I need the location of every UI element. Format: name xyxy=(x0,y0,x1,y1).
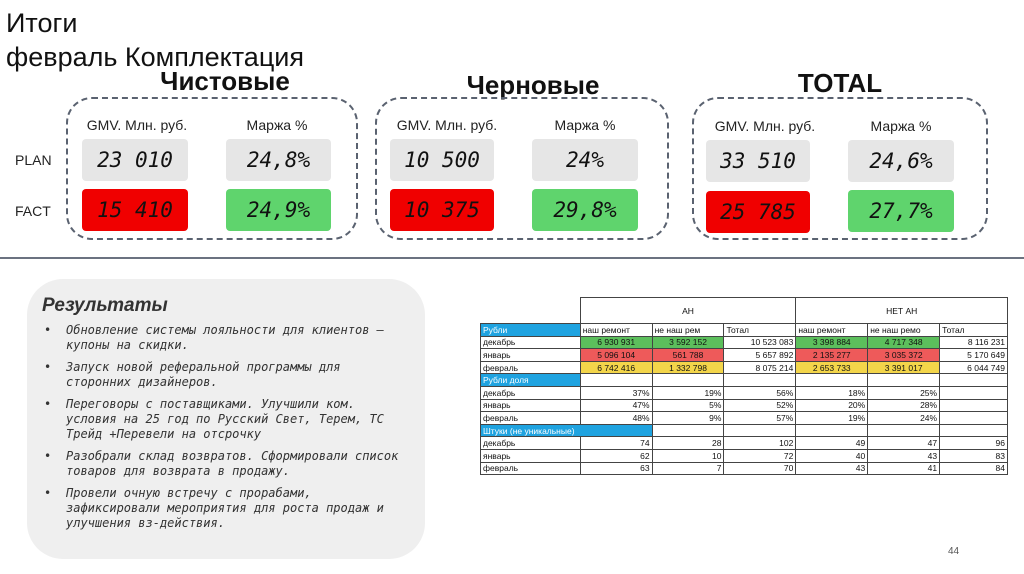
table-cell: 28 xyxy=(652,437,724,450)
row-label: декабрь xyxy=(481,386,581,399)
table-cell: 72 xyxy=(724,449,796,462)
table-cell: 19% xyxy=(652,386,724,399)
table-row xyxy=(481,399,1008,412)
table-cell: 48% xyxy=(580,412,652,425)
table-cell: 2 653 733 xyxy=(796,361,868,374)
table-cell: 47% xyxy=(580,399,652,412)
table-row xyxy=(481,449,1008,462)
table-cell: 8 075 214 xyxy=(724,361,796,374)
table-cell: 63 xyxy=(580,462,652,475)
slide-title-line2: февраль Комплектация xyxy=(6,42,304,72)
group-header-ah: АН xyxy=(580,298,796,324)
table-cell: 43 xyxy=(796,462,868,475)
column-header: не наш ремо xyxy=(868,324,940,337)
table-cell: 96 xyxy=(940,437,1008,450)
section-label-units: Штуки (не уникальные) xyxy=(481,424,653,437)
plan-row-label: PLAN xyxy=(15,152,52,168)
card-title-clean: Чистовые xyxy=(160,66,290,96)
table-cell: 47 xyxy=(868,437,940,450)
table-cell: 5 096 104 xyxy=(580,349,652,362)
table-cell: 52% xyxy=(724,399,796,412)
table-cell: 24% xyxy=(868,412,940,425)
table-cell: 3 592 152 xyxy=(652,336,724,349)
table-cell: 8 116 231 xyxy=(940,336,1008,349)
table-cell: 9% xyxy=(652,412,724,425)
results-item: • Обновление системы лояльности для клиентов – купоны на скидки. xyxy=(42,323,405,353)
row-label: январь xyxy=(481,399,581,412)
section-label-share: Рубли доля xyxy=(481,374,581,387)
card-title-rough: Черновые xyxy=(466,70,600,100)
table-cell: 49 xyxy=(796,437,868,450)
table-cell: 56% xyxy=(724,386,796,399)
table-cell: 7 xyxy=(652,462,724,475)
table-cell: 3 035 372 xyxy=(868,349,940,362)
table-cell: 561 788 xyxy=(652,349,724,362)
table-row xyxy=(481,324,1008,337)
fact-row-label: FACT xyxy=(15,203,51,219)
clean-plan-margin: 24,8% xyxy=(226,139,331,181)
gmv-label: GMV. Млн. руб. xyxy=(86,117,188,133)
margin-label: Маржа % xyxy=(554,117,616,133)
column-header: Тотал xyxy=(724,324,796,337)
total-plan-gmv: 33 510 xyxy=(706,140,810,182)
table-row xyxy=(481,386,1008,399)
table-cell: 10 xyxy=(652,449,724,462)
slide-title xyxy=(6,6,304,74)
rough-plan-margin: 24% xyxy=(532,139,638,181)
table-row xyxy=(481,349,1008,362)
table-row xyxy=(481,437,1008,450)
total-plan-margin: 24,6% xyxy=(848,140,954,182)
table-cell: 37% xyxy=(580,386,652,399)
row-label: январь xyxy=(481,349,581,362)
rough-plan-gmv: 10 500 xyxy=(390,139,494,181)
row-label: февраль xyxy=(481,462,581,475)
total-fact-gmv: 25 785 xyxy=(706,191,810,233)
column-header: не наш рем xyxy=(652,324,724,337)
results-item: • Переговоры с поставщиками. Улучшили ком. условия на 25 год по Русский Свет, Терем, ТС Трейд +Перевели на отсрочку xyxy=(42,397,405,442)
gmv-label: GMV. Млн. руб. xyxy=(396,117,498,133)
clean-fact-gmv: 15 410 xyxy=(82,189,188,231)
results-heading: Результаты xyxy=(42,295,168,316)
gmv-label: GMV. Млн. руб. xyxy=(714,118,816,134)
table-row xyxy=(481,424,1008,437)
table-cell: 5% xyxy=(652,399,724,412)
table-cell: 43 xyxy=(868,449,940,462)
table-cell: 25% xyxy=(868,386,940,399)
table-cell: 18% xyxy=(796,386,868,399)
total-fact-margin: 27,7% xyxy=(848,190,954,232)
table-cell: 10 523 083 xyxy=(724,336,796,349)
table-row xyxy=(481,462,1008,475)
table-row xyxy=(481,374,1008,387)
card-title-total: TOTAL xyxy=(797,68,883,98)
table-cell: 74 xyxy=(580,437,652,450)
table-cell: 5 657 892 xyxy=(724,349,796,362)
column-header: Тотал xyxy=(940,324,1008,337)
table-cell: 5 170 649 xyxy=(940,349,1008,362)
table-cell: 6 742 416 xyxy=(580,361,652,374)
row-label: декабрь xyxy=(481,336,581,349)
table-row xyxy=(481,298,1008,324)
table-cell: 70 xyxy=(724,462,796,475)
row-label: январь xyxy=(481,449,581,462)
margin-label: Маржа % xyxy=(870,118,932,134)
row-label: декабрь xyxy=(481,437,581,450)
clean-fact-margin: 24,9% xyxy=(226,189,331,231)
table-cell: 6 930 931 xyxy=(580,336,652,349)
table-cell: 2 135 277 xyxy=(796,349,868,362)
column-header: наш ремонт xyxy=(796,324,868,337)
table-cell: 41 xyxy=(868,462,940,475)
page-number: 44 xyxy=(948,546,960,557)
table-cell: 20% xyxy=(796,399,868,412)
results-panel xyxy=(27,279,425,559)
table-cell: 83 xyxy=(940,449,1008,462)
table-cell: 84 xyxy=(940,462,1008,475)
table-cell: 3 391 017 xyxy=(868,361,940,374)
column-header: наш ремонт xyxy=(580,324,652,337)
margin-label: Маржа % xyxy=(246,117,308,133)
table-row xyxy=(481,361,1008,374)
section-divider xyxy=(0,257,1024,259)
rough-fact-gmv: 10 375 xyxy=(390,189,494,231)
results-item: • Запуск новой реферальной программы для сторонних дизайнеров. xyxy=(42,360,405,390)
rough-fact-margin: 29,8% xyxy=(532,189,638,231)
results-item: • Провели очную встречу с прорабами, зафиксировали мероприятия для роста продаж и улучшения вз-действия. xyxy=(42,486,405,531)
table-cell: 6 044 749 xyxy=(940,361,1008,374)
table-cell: 57% xyxy=(724,412,796,425)
table-row xyxy=(481,336,1008,349)
table-cell: 19% xyxy=(796,412,868,425)
table-cell: 4 717 348 xyxy=(868,336,940,349)
slide-title-line1: Итоги xyxy=(6,8,78,38)
row-label: февраль xyxy=(481,361,581,374)
sales-table xyxy=(480,297,1008,475)
row-label: февраль xyxy=(481,412,581,425)
section-label-rub: Рубли xyxy=(481,324,581,337)
clean-plan-gmv: 23 010 xyxy=(82,139,188,181)
table-row xyxy=(481,412,1008,425)
table-cell: 1 332 798 xyxy=(652,361,724,374)
table-cell: 40 xyxy=(796,449,868,462)
table-cell: 102 xyxy=(724,437,796,450)
table-cell: 28% xyxy=(868,399,940,412)
table-cell: 62 xyxy=(580,449,652,462)
results-item: • Разобрали склад возвратов. Сформировали список товаров для возврата в продажу. xyxy=(42,449,405,479)
group-header-net-ah: НЕТ АН xyxy=(796,298,1008,324)
results-list xyxy=(42,323,405,531)
table-cell: 3 398 884 xyxy=(796,336,868,349)
